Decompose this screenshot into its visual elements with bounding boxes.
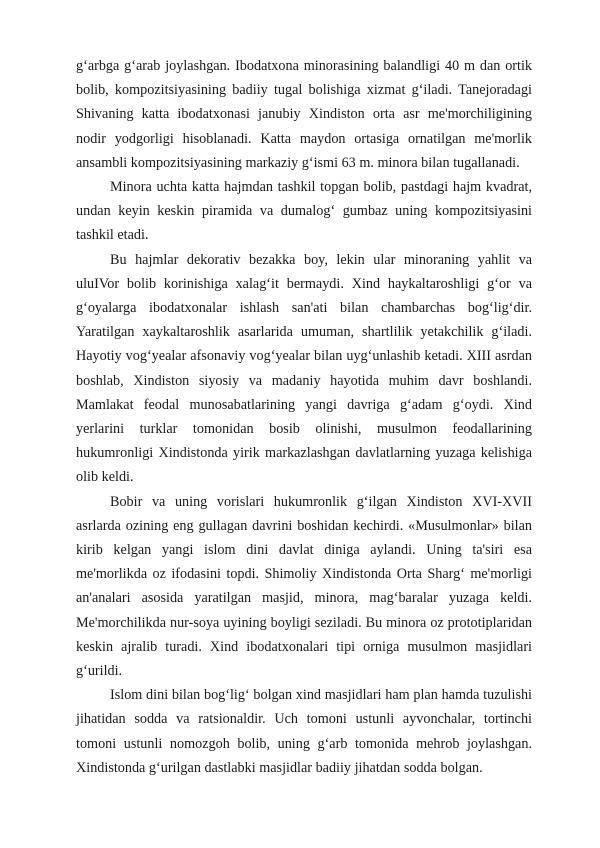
- paragraph-4: Bobir va uning vorislari hukumronlik g‘ilgan Xindiston XVI-XVII asrlarda ozining eng gullagan davrini boshidan kechirdi. «Musulmonlar» bilan kirib kelgan yangi islom dini davlat diniga aylandi. Uning ta'siri esa me'morlikda oz ifodasini topdi. Shimoliy Xindistonda Orta Sharg‘ me'morligi an'analari asosida yaratilgan masjid, minora, mag‘baralar yuzaga keldi. Me'morchilikda nur-soya uyining boyligi seziladi. Bu minora oz prototiplaridan keskin ajralib turadi. Xind ibodatxonalari tipi orniga musulmon masjidlari g‘urildi.: [76, 493, 532, 680]
- paragraph-1: g‘arbga g‘arab joylashgan. Ibodatxona minorasining balandligi 40 m dan ortik bolib, kompozitsiyasining badiiy tugal bolishiga xizmat g‘iladi. Tanejoradagi Shivaning katta ibodatxonasi janubiy Xindiston orta asr me'morchiligining nodir yodgorligi hisoblanadi. Katta maydon ortasiga ornatilgan me'morlik ansambli kompozitsiyasining markaziy g‘ismi 63 m. minora bilan tugallanadi.: [76, 58, 532, 171]
- paragraph-3: Bu hajmlar dekorativ bezakka boy, lekin ular minoraning yahlit va uluIVor bolib korinishiga xalag‘it bermaydi. Xind haykaltaroshligi g‘or va g‘oyalarga ibodatxonalar ishlash san'ati bilan chambarchas bog‘lig‘dir. Yaratilgan xaykaltaroshlik asarlarida umuman, shartlilik yetakchilik g‘iladi. Hayotiy vog‘yealar afsonaviy vog‘yealar bilan uyg‘unlashib ketadi. XIII asrdan boshlab, Xindiston siyosiy va madaniy hayotida muhim davr boshlandi. Mamlakat feodal munosabatlarining yangi davriga g‘adam g‘oydi. Xind yerlarini turklar tomonidan bosib olinishi, musulmon feodallarining hukumronligi Xindistonda yirik markazlashgan davlatlarning yuzaga kelishiga olib keldi.: [76, 251, 532, 486]
- paragraph-2: Minora uchta katta hajmdan tashkil topgan bolib, pastdagi hajm kvadrat, undan keyin keskin piramida va dumalog‘ gumbaz uning kompozitsiyasini tashkil etadi.: [76, 179, 532, 244]
- paragraph-5: Islom dini bilan bog‘lig‘ bolgan xind masjidlari ham plan hamda tuzulishi jihatidan sodda va ratsionaldir. Uch tomoni ustunli ayvonchalar, tortinchi tomoni ustunli nomozgoh bolib, uning g‘arb tomonida mehrob joylashgan. Xindistonda g‘urilgan dastlabki masjidlar badiiy jihatdan sodda bolgan.: [76, 687, 532, 776]
- document-body: [76, 54, 532, 780]
